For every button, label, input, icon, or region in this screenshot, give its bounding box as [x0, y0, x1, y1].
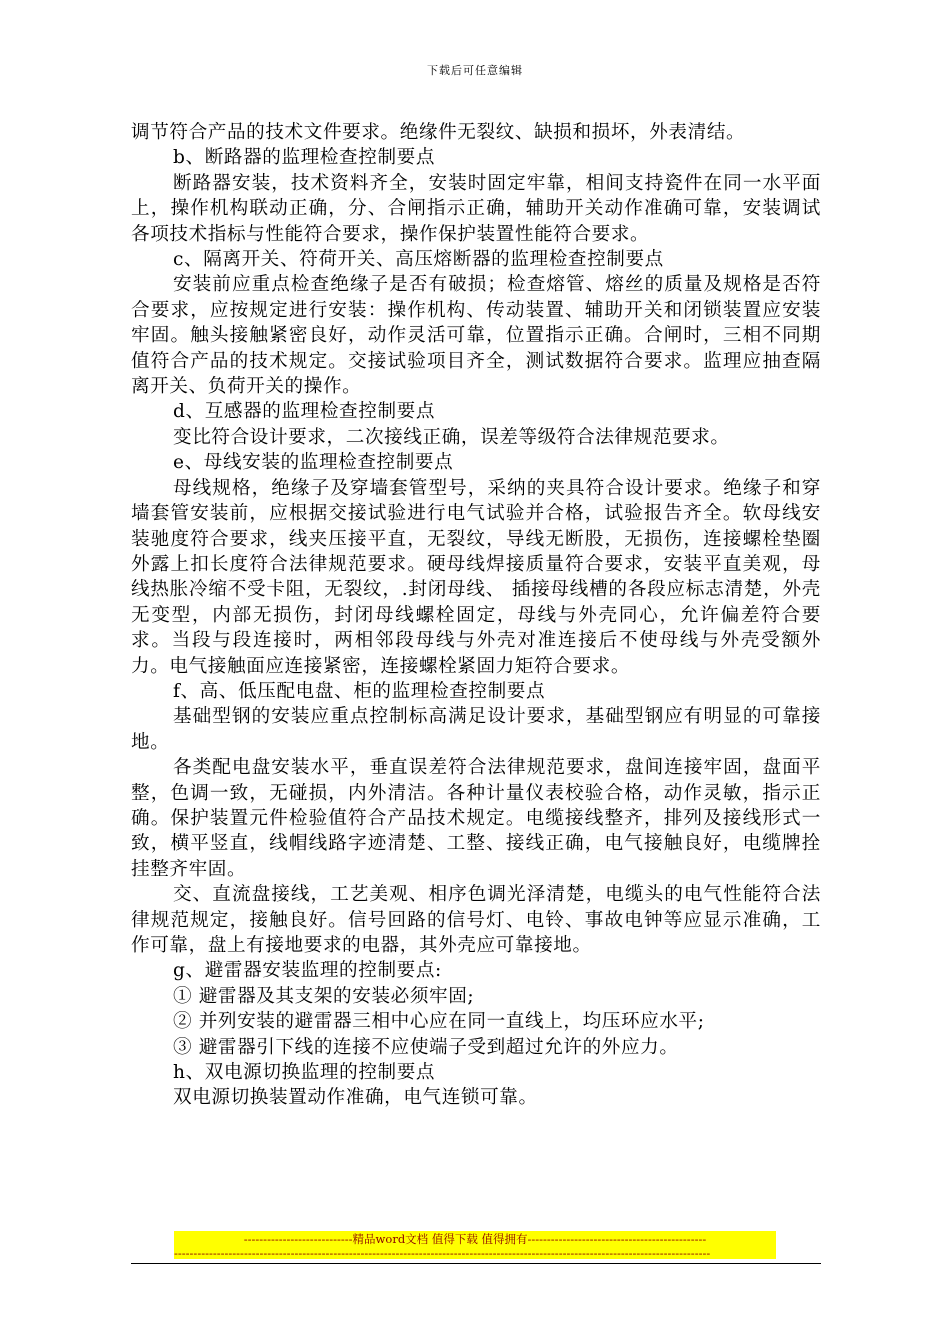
section-heading-f: f、高、低压配电盘、柜的监理检查控制要点 [173, 680, 546, 702]
list-item: ② 并列安装的避雷器三相中心应在同一直线上，均压环应水平; [173, 1011, 705, 1033]
paragraph: 交、直流盘接线，工艺美观、相序色调光泽清楚，电缆头的电气性能符合法律规范规定，接触良好。信号回路的信号灯、电铃、事故电钟等应显示准确，工作可靠，盘上有接地要求的电器，其外壳应可靠接地。 [131, 884, 821, 956]
paragraph: 变比符合设计要求，二次接线正确，误差等级符合法律规范要求。 [173, 426, 730, 448]
paragraph: 各类配电盘安装水平，垂直误差符合法律规范要求，盘间连接牢固，盘面平整，色调一致，无碰损，内外清洁。各种计量仪表校验合格，动作灵敏，指示正确。保护装置元件检验值符合产品技术规定。电缆接线整齐，排列及接线形式一致，横平竖直，线帽线路字迹清楚、工整、接线正确，电气接触良好，电缆牌拴挂整齐牢固。 [131, 757, 821, 880]
footer-divider [131, 1263, 821, 1264]
paragraph: 双电源切换装置动作准确，电气连锁可靠。 [173, 1087, 538, 1109]
page-header: 下载后可任意编辑 [427, 64, 523, 77]
paragraph: 安装前应重点检查绝缘子是否有破损；检查熔管、熔丝的质量及规格是否符合要求，应按规定进行安装：操作机构、传动装置、辅助开关和闭锁装置应安装牢固。触头接触紧密良好，动作灵活可靠，位置指示正确。合闸时，三相不同期值符合产品的技术规定。交接试验项目齐全，测试数据符合要求。监理应抽查隔离开关、负荷开关的操作。 [131, 274, 821, 398]
section-heading-e: e、母线安装的监理检查控制要点 [173, 452, 454, 474]
footer-dash-line: ------------------------------------------------------------------------------------------------------------------------------------------ [174, 1247, 776, 1259]
paragraph: 断路器安装，技术资料齐全，安装时固定牢靠，相间支持瓷件在同一水平面上，操作机构联动正确，分、合闸指示正确，辅助开关动作准确可靠，安装调试各项技术指标与性能符合要求，操作保护装置性能符合要求。 [131, 172, 821, 245]
section-heading-d: d、互感器的监理检查控制要点 [173, 401, 436, 423]
footer-banner: ----------------------------精品word文档 值得下载 值得拥有---------------------------------------------- [174, 1231, 776, 1247]
section-heading-g: g、避雷器安装监理的控制要点: [173, 960, 442, 982]
section-heading-b: b、断路器的监理检查控制要点 [173, 147, 436, 169]
list-item: ① 避雷器及其支架的安装必须牢固; [173, 985, 475, 1007]
paragraph: 调节符合产品的技术文件要求。绝缘件无裂纹、缺损和损坏，外表清结。 [131, 122, 746, 143]
paragraph: 基础型钢的安装应重点控制标高满足设计要求，基础型钢应有明显的可靠接地。 [131, 706, 821, 753]
section-heading-h: h、双电源切换监理的控制要点 [173, 1062, 436, 1084]
document-body [131, 120, 821, 1111]
section-heading-c: c、隔离开关、符荷开关、高压熔断器的监理检查控制要点 [173, 249, 664, 271]
list-item: ③ 避雷器引下线的连接不应使端子受到超过允许的外应力。 [173, 1036, 679, 1058]
paragraph: 母线规格，绝缘子及穿墙套管型号，采纳的夹具符合设计要求。绝缘子和穿墙套管安装前，应根据交接试验进行电气试验并合格，试验报告齐全。软母线安装驰度符合要求，线夹压接平直，无裂纹，导线无断股，无损伤，连接螺栓垫圈外露上扣长度符合法律规范要求。硬母线焊接质量符合要求，安装平直美观，母线热胀冷缩不受卡阻，无裂纹，.封闭母线、 插接母线槽的各段应标志清楚，外壳无变型，内部无损伤，封闭母线螺栓固定，母线与外壳同心，允许偏差符合要求。当段与段连接时，两相邻段母线与外壳对准连接后不使母线与外壳受额外力。电气接触面应连接紧密，连接螺栓紧固力矩符合要求。 [131, 477, 821, 677]
